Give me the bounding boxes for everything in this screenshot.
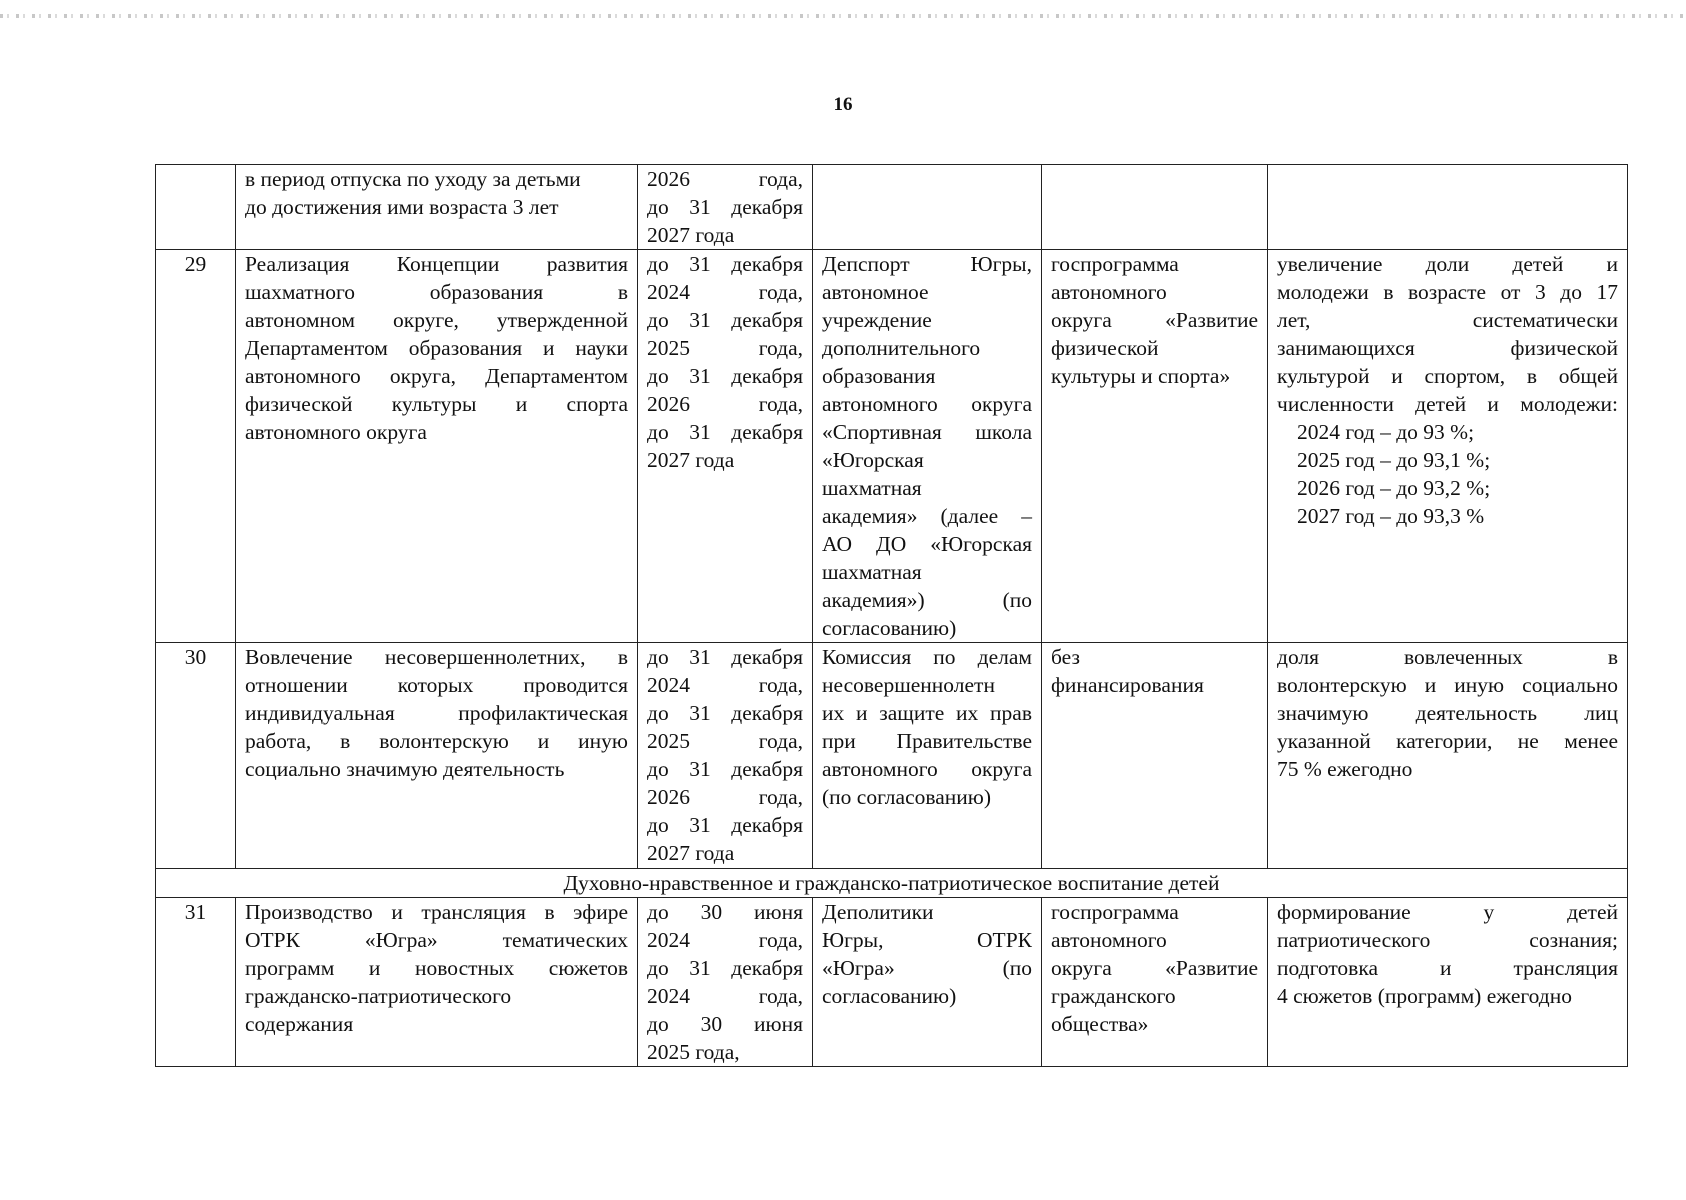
cell-text-line: культуры и спорта» [1051,364,1231,388]
cell-text-line: автономного округа [822,757,1032,781]
cell-text-line: до 31 декабря [647,252,803,276]
cell-funding [1042,643,1268,869]
cell-event [236,898,638,1067]
cell-text-line: при Правительстве [822,729,1032,753]
cell-result [1268,643,1628,869]
cell-funding [1042,165,1268,250]
cell-text-line: до 31 декабря [647,308,803,332]
cell-text-line: учреждение [822,308,932,332]
cell-text-line: 2024 года, [647,673,803,697]
cell-text-line: 2025 года, [647,336,803,360]
cell-text-line: 2024 года, [647,984,803,1008]
cell-deadline [638,898,813,1067]
cell-text-line: занимающихся физической [1277,336,1618,360]
cell-text-line: до 31 декабря [647,420,803,444]
cell-text-line: 2026 года, [647,392,803,416]
cell-text-line: содержания [245,1012,354,1036]
cell-text-line: 2027 год – до 93,3 % [1297,504,1485,528]
section-title: Духовно-нравственное и гражданско-патриотическое воспитание детей [156,869,1628,898]
cell-text-line: без [1051,645,1080,669]
cell-text-line: численности детей и молодежи: [1277,392,1618,416]
cell-text-line: автономного округа [245,420,427,444]
scan-edge-artifact [0,14,1686,18]
cell-text-line: 2025 года, [647,729,803,753]
cell-text-line: до достижения ими возраста 3 лет [245,195,559,219]
cell-text-line: академия») (по [822,588,1032,612]
cell-text-line: финансирования [1051,673,1204,697]
cell-event [236,250,638,643]
cell-text-line: 2027 года [647,223,735,247]
cell-text-line: АО ДО «Югорская [822,532,1032,556]
cell-text-line: автономного округа, Департаментом [245,364,628,388]
cell-text-line: академия» (далее – [822,504,1032,528]
cell-text-line: до 31 декабря [647,956,803,980]
cell-text-line: 2025 года, [647,1040,740,1064]
cell-text-line: волонтерскую и иную социально [1277,673,1618,697]
table-row-30 [156,643,1628,869]
cell-text-line: отношении которых проводится [245,673,628,697]
cell-deadline [638,643,813,869]
cell-text-line: согласованию) [822,616,957,640]
cell-text-line: автономного [1051,280,1167,304]
cell-executor [813,165,1042,250]
cell-text-line: 2026 года, [647,167,803,191]
cell-text-line: госпрограмма [1051,252,1179,276]
cell-text-line: Югры, ОТРК [822,928,1032,952]
cell-text-line: Департаментом образования и науки [245,336,628,360]
cell-text-line: Вовлечение несовершеннолетних, в [245,645,628,669]
cell-text-line: до 31 декабря [647,645,803,669]
cell-text-line: формирование у детей [1277,900,1618,924]
cell-deadline [638,250,813,643]
table-row-29 [156,250,1628,643]
cell-executor [813,643,1042,869]
cell-text-line: «Спортивная школа [822,420,1032,444]
cell-text-line: доля вовлеченных в [1277,645,1618,669]
cell-text-line: 75 % ежегодно [1277,757,1413,781]
cell-text-line: индивидуальная профилактическая [245,701,628,725]
cell-text-line: 2024 года, [647,928,803,952]
cell-text-line: до 31 декабря [647,701,803,725]
cell-text-line: до 30 июня [647,900,803,924]
cell-text-line: программ и новостных сюжетов [245,956,628,980]
cell-text-line: автономного [1051,928,1167,952]
cell-executor [813,898,1042,1067]
cell-text-line: 2027 года [647,841,735,865]
cell-text-line: физической культуры и спорта [245,392,628,416]
cell-text-line: до 31 декабря [647,364,803,388]
cell-text-line: работа, в волонтерскую и иную [245,729,628,753]
cell-text-line: автономном округе, утвержденной [245,308,628,332]
cell-text-line: округа «Развитие [1051,308,1258,332]
cell-text-line: шахматная [822,560,922,584]
cell-text-line: до 30 июня [647,1012,803,1036]
cell-text-line: автономное [822,280,929,304]
cell-text-line: шахматная [822,476,922,500]
cell-text-line: ОТРК «Югра» тематических [245,928,628,952]
cell-text-line: Деполитики [822,900,934,924]
cell-text-line: до 31 декабря [647,757,803,781]
cell-number: 30 [156,643,236,869]
cell-text-line: Реализация Концепции развития [245,252,628,276]
cell-text-line: 2027 года [647,448,735,472]
cell-funding [1042,250,1268,643]
cell-text-line: социально значимую деятельность [245,757,565,781]
cell-deadline [638,165,813,250]
table-row-section [156,869,1628,898]
events-table [155,164,1628,1067]
cell-text-line: патриотического сознания; [1277,928,1618,952]
cell-text-line: подготовка и трансляция [1277,956,1618,980]
cell-number: 29 [156,250,236,643]
cell-text-line: несовершеннолетн [822,673,995,697]
page-number: 16 [833,94,853,115]
cell-text-line: согласованию) [822,984,957,1008]
table-row-31 [156,898,1628,1067]
cell-text-line: Производство и трансляция в эфире [245,900,628,924]
cell-text-line: культурой и спортом, в общей [1277,364,1618,388]
cell-text-line: до 31 декабря [647,813,803,837]
cell-result [1268,250,1628,643]
cell-number [156,165,236,250]
cell-text-line: шахматного образования в [245,280,628,304]
cell-text-line: Комиссия по делам [822,645,1032,669]
cell-text-line: общества» [1051,1012,1149,1036]
cell-result [1268,165,1628,250]
cell-number: 31 [156,898,236,1067]
cell-text-line: значимую деятельность лиц [1277,701,1618,725]
cell-text-line: в период отпуска по уходу за детьми [245,167,581,191]
cell-text-line: их и защите их прав [822,701,1032,725]
cell-funding [1042,898,1268,1067]
cell-text-line: «Югорская [822,448,924,472]
cell-event [236,165,638,250]
cell-text-line: 2025 год – до 93,1 %; [1297,448,1491,472]
table-row-continuation [156,165,1628,250]
cell-text-line: увеличение доли детей и [1277,252,1618,276]
cell-text-line: 2026 год – до 93,2 %; [1297,476,1491,500]
cell-text-line: дополнительного [822,336,981,360]
cell-text-line: (по согласованию) [822,785,992,809]
cell-text-line: гражданско-патриотического [245,984,512,1008]
cell-text-line: 2024 год – до 93 %; [1297,420,1475,444]
cell-text-line: физической [1051,336,1159,360]
cell-text-line: госпрограмма [1051,900,1179,924]
cell-text-line: 2024 года, [647,280,803,304]
cell-result [1268,898,1628,1067]
cell-text-line: гражданского [1051,984,1176,1008]
cell-text-line: лет, систематически [1277,308,1618,332]
cell-text-line: Депспорт Югры, [822,252,1032,276]
cell-event [236,643,638,869]
cell-text-line: «Югра» (по [822,956,1032,980]
cell-text-line: до 31 декабря [647,195,803,219]
cell-text-line: молодежи в возрасте от 3 до 17 [1277,280,1618,304]
cell-executor [813,250,1042,643]
cell-text-line: образования [822,364,936,388]
cell-text-line: 2026 года, [647,785,803,809]
cell-text-line: указанной категории, не менее [1277,729,1618,753]
cell-text-line: 4 сюжетов (программ) ежегодно [1277,984,1572,1008]
cell-text-line: округа «Развитие [1051,956,1258,980]
cell-text-line: автономного округа [822,392,1032,416]
